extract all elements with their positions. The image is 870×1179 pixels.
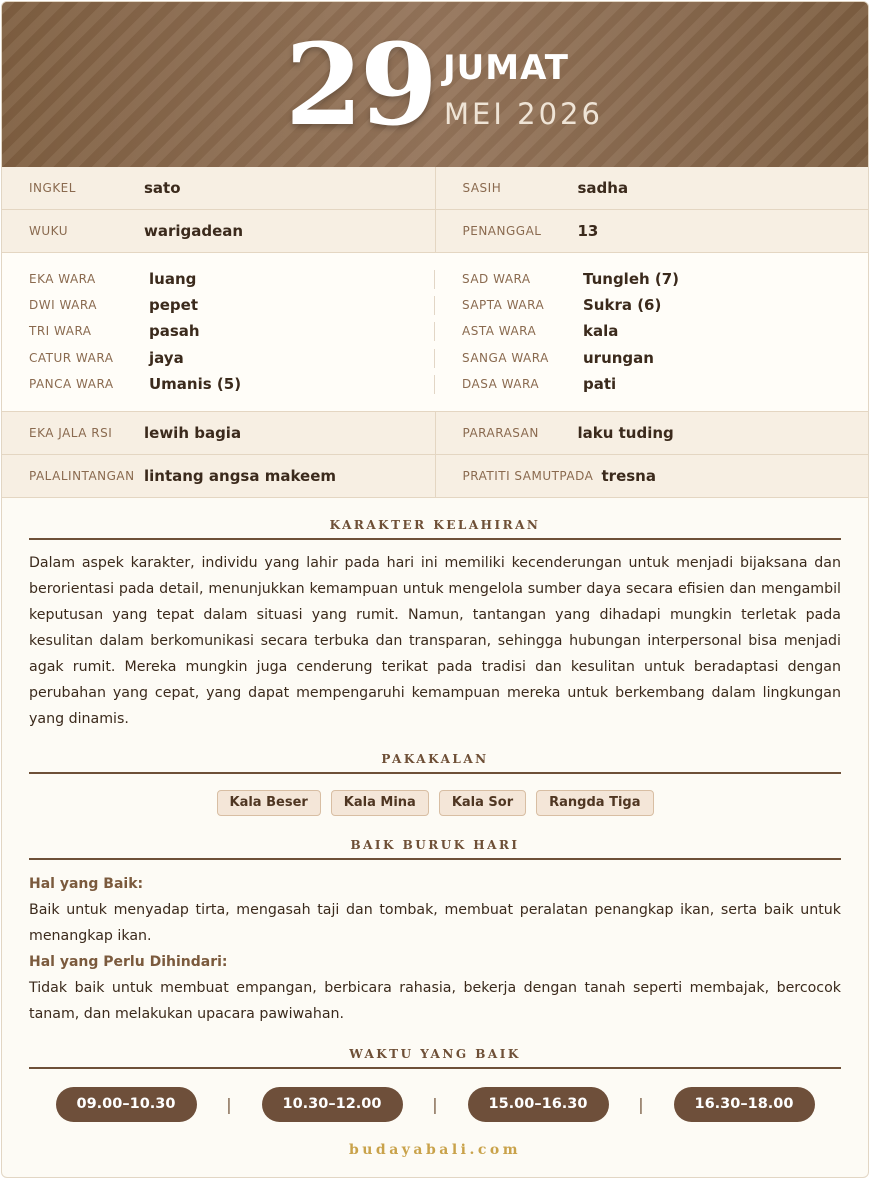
good-time-slots	[2, 1087, 868, 1122]
section-title-baik-buruk: BAIK BURUK HARI	[350, 838, 520, 852]
time-separator: |	[638, 1095, 644, 1114]
wara-item	[29, 318, 435, 344]
wara-item	[462, 318, 868, 344]
info-row-ingkel-sasih	[2, 167, 868, 210]
pakakalan-chip: Kala Sor	[439, 790, 526, 816]
wara-label: SANGA WARA	[462, 350, 549, 365]
wara-label: SAPTA WARA	[462, 298, 545, 313]
info-value: laku tuding	[577, 424, 674, 442]
info-value: lintang angsa makeem	[144, 467, 337, 485]
footer-site-name: budayabali.com	[348, 1142, 522, 1158]
month-year: MEI 2026	[444, 97, 603, 131]
wara-value: Sukra (6)	[583, 296, 662, 315]
wara-item	[29, 345, 435, 371]
wara-value: luang	[149, 270, 197, 289]
date-header	[2, 2, 868, 167]
wara-column-right	[435, 266, 868, 400]
info-cell-penanggal	[435, 210, 869, 252]
pakakalan-chip: Kala Beser	[217, 790, 321, 816]
info-value: 13	[577, 222, 599, 240]
wara-value: jaya	[149, 348, 184, 367]
pakakalan-chips	[2, 790, 868, 816]
wara-column-left	[2, 266, 435, 400]
info-value: warigadean	[144, 222, 244, 240]
time-slot-pill: 15.00–16.30	[468, 1087, 609, 1122]
info-cell-ingkel	[2, 167, 435, 209]
time-slot-pill: 16.30–18.00	[674, 1087, 815, 1122]
info-label: PRATITI SAMUTPADA	[462, 469, 594, 483]
info-value: sato	[144, 179, 181, 197]
weekday: JUMAT	[443, 48, 569, 88]
info-cell-pratiti-samutpada	[435, 455, 869, 497]
info-value: lewih bagia	[144, 424, 242, 442]
wara-label: SAD WARA	[462, 272, 531, 287]
wara-label: ASTA WARA	[462, 324, 537, 339]
wara-item	[462, 292, 868, 318]
time-slot-pill: 10.30–12.00	[262, 1087, 403, 1122]
info-row-palalintangan-pratiti	[2, 455, 868, 498]
wara-grid	[2, 253, 868, 412]
section-title-karakter: KARAKTER KELAHIRAN	[329, 518, 541, 532]
good-things-label: Hal yang Baik:	[29, 876, 144, 892]
info-cell-sasih	[435, 167, 869, 209]
time-separator: |	[226, 1095, 232, 1114]
section-title-waktu: WAKTU YANG BAIK	[349, 1047, 521, 1061]
info-label: PARARASAN	[462, 426, 539, 440]
wara-value: kala	[583, 322, 619, 341]
good-things-text: Baik untuk menyadap tirta, mengasah taji dan tombak, membuat peralatan penangkap ikan, serta baik untuk menangkap ikan.	[29, 902, 841, 944]
wara-value: pati	[583, 374, 617, 393]
section-title-pakakalan: PAKAKALAN	[381, 752, 489, 766]
karakter-paragraph: Dalam aspek karakter, individu yang lahir pada hari ini memiliki kecenderungan untuk menjadi bijaksana dan berorientasi pada detail, menunjukkan kemampuan untuk mengelola sumber daya secara efisien dan mengambil keputusan yang tepat dalam situasi yang rumit. Namun, tantangan yang dihadapi mungkin terletak pada kesulitan dalam berkomunikasi secara terbuka dan transparan, sehingga hubungan interpersonal bisa menjadi agak rumit. Mereka mungkin juga cenderung terikat pada tradisi dan kesulitan untuk beradaptasi dengan perubahan yang cepat, yang dapat mempengaruhi kemampuan mereka untuk berkembang dalam lingkungan yang dinamis.	[29, 555, 841, 727]
calendar-card	[1, 1, 869, 1178]
wara-label: TRI WARA	[29, 324, 92, 339]
info-row-ekajalarsi-pararasan	[2, 412, 868, 455]
time-separator: |	[432, 1095, 438, 1114]
time-slot-pill: 09.00–10.30	[56, 1087, 197, 1122]
wara-item	[462, 371, 868, 397]
info-value: tresna	[601, 467, 656, 485]
pakakalan-chip: Kala Mina	[331, 790, 429, 816]
wara-value: Tungleh (7)	[583, 270, 680, 289]
avoid-things-text: Tidak baik untuk membuat empangan, berbicara rahasia, bekerja dengan tanah seperti membajak, bercocok tanam, dan melakukan upacara pawiwahan.	[29, 980, 841, 1022]
info-label: PENANGGAL	[462, 224, 542, 238]
wara-item	[29, 266, 435, 292]
wara-label: DWI WARA	[29, 298, 97, 313]
avoid-things-label: Hal yang Perlu Dihindari:	[29, 954, 228, 970]
info-cell-wuku	[2, 210, 435, 252]
wara-item	[462, 266, 868, 292]
pakakalan-chip: Rangda Tiga	[536, 790, 653, 816]
wara-value: urungan	[583, 348, 654, 367]
info-row-wuku-penanggal	[2, 210, 868, 253]
info-cell-palalintangan	[2, 455, 435, 497]
info-cell-eka-jala-rsi	[2, 412, 435, 454]
info-label: EKA JALA RSI	[29, 426, 113, 440]
wara-label: PANCA WARA	[29, 376, 114, 391]
day-number: 29	[285, 20, 435, 151]
wara-label: DASA WARA	[462, 376, 540, 391]
info-label: SASIH	[462, 181, 502, 195]
info-value: sadha	[577, 179, 629, 197]
info-cell-pararasan	[435, 412, 869, 454]
wara-label: CATUR WARA	[29, 350, 114, 365]
wara-item	[29, 371, 435, 397]
info-label: PALALINTANGAN	[29, 469, 135, 483]
wara-value: pepet	[149, 296, 198, 315]
wara-item	[29, 292, 435, 318]
wara-item	[462, 345, 868, 371]
wara-value: Umanis (5)	[149, 374, 242, 393]
info-label: WUKU	[29, 224, 68, 238]
info-label: INGKEL	[29, 181, 76, 195]
wara-label: EKA WARA	[29, 272, 96, 287]
wara-value: pasah	[149, 322, 200, 341]
